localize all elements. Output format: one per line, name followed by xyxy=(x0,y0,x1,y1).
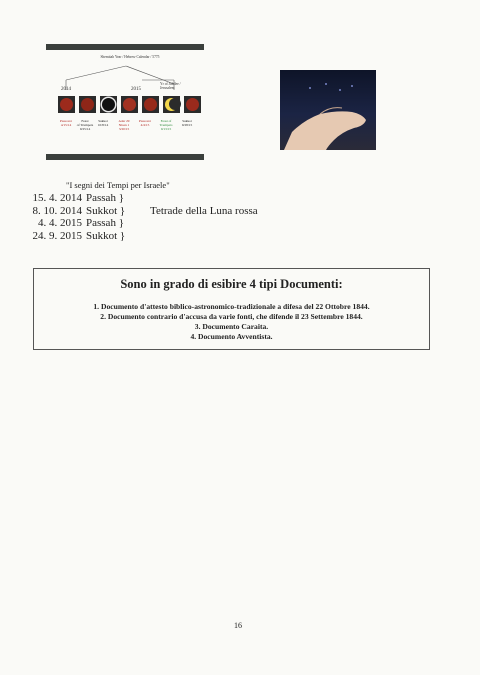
list-item: 4. 4. 2015 Passah } xyxy=(38,217,124,229)
list-item: 15. 4. 2014 Passah } xyxy=(32,192,124,204)
hand-illustration xyxy=(280,70,376,150)
blood-moon-icon xyxy=(184,96,201,113)
blood-moon-icon xyxy=(142,96,159,113)
moon-label: Passover 4/15/14 xyxy=(59,119,73,127)
year-2014-label: 2014 xyxy=(61,87,71,92)
jubilee-note: Yr of Jubilee / Jerusalem xyxy=(160,82,181,90)
moon-labels xyxy=(57,120,207,140)
tetrad-date-list xyxy=(0,192,125,242)
moon-label: Sukkot 9/28/15 xyxy=(181,119,193,127)
box-line: 3. Documento Caraita. xyxy=(194,322,269,331)
list-item: 24. 9. 2015 Sukkot } xyxy=(32,229,126,242)
list-item: 8. 10. 2014 Sukkot } xyxy=(32,204,126,217)
hand-photo xyxy=(280,70,376,150)
diagram-bottom-bar xyxy=(46,154,204,160)
moon-row xyxy=(58,96,201,113)
ring-eclipse-icon xyxy=(100,96,117,113)
blood-moon-icon xyxy=(121,96,138,113)
moon-label: Adar 29 Nisan 1 3/20/15 xyxy=(118,119,130,131)
caption: "I segni dei Tempi per Israele" xyxy=(66,180,170,190)
moon-label: Feast of Trumpets 9/25/14 xyxy=(76,119,94,131)
moon-label: Feast of Trumpets 9/13/15 xyxy=(159,119,173,131)
moon-label: Passover 4/4/15 xyxy=(138,119,152,127)
documents-box xyxy=(33,268,430,350)
box-line: 4. Documento Avventista. xyxy=(190,332,273,341)
tetrad-label: Tetrade della Luna rossa xyxy=(150,205,258,217)
box-line: 1. Documento d'attesto biblico-astronomico-tradizionale a difesa del 22 Ottobre 1844. xyxy=(93,302,370,311)
crescent-moon-icon xyxy=(163,96,180,113)
moon-label: Sukkot 10/8/14 xyxy=(97,119,109,127)
diagram-header: Shemitah Year / Hebrew Calendar / 5775 xyxy=(100,55,160,59)
page-number: 16 xyxy=(234,621,242,630)
diagram-top-bar xyxy=(46,44,204,50)
box-title: Sono in grado di esibire 4 tipi Documenti: xyxy=(120,277,343,291)
box-line: 2. Documento contrario d'accusa da varie fonti, che difende il 23 Settembre 1844. xyxy=(100,312,363,321)
blood-moon-icon xyxy=(79,96,96,113)
year-2015-label: 2015 xyxy=(131,87,141,92)
blood-moon-icon xyxy=(58,96,75,113)
